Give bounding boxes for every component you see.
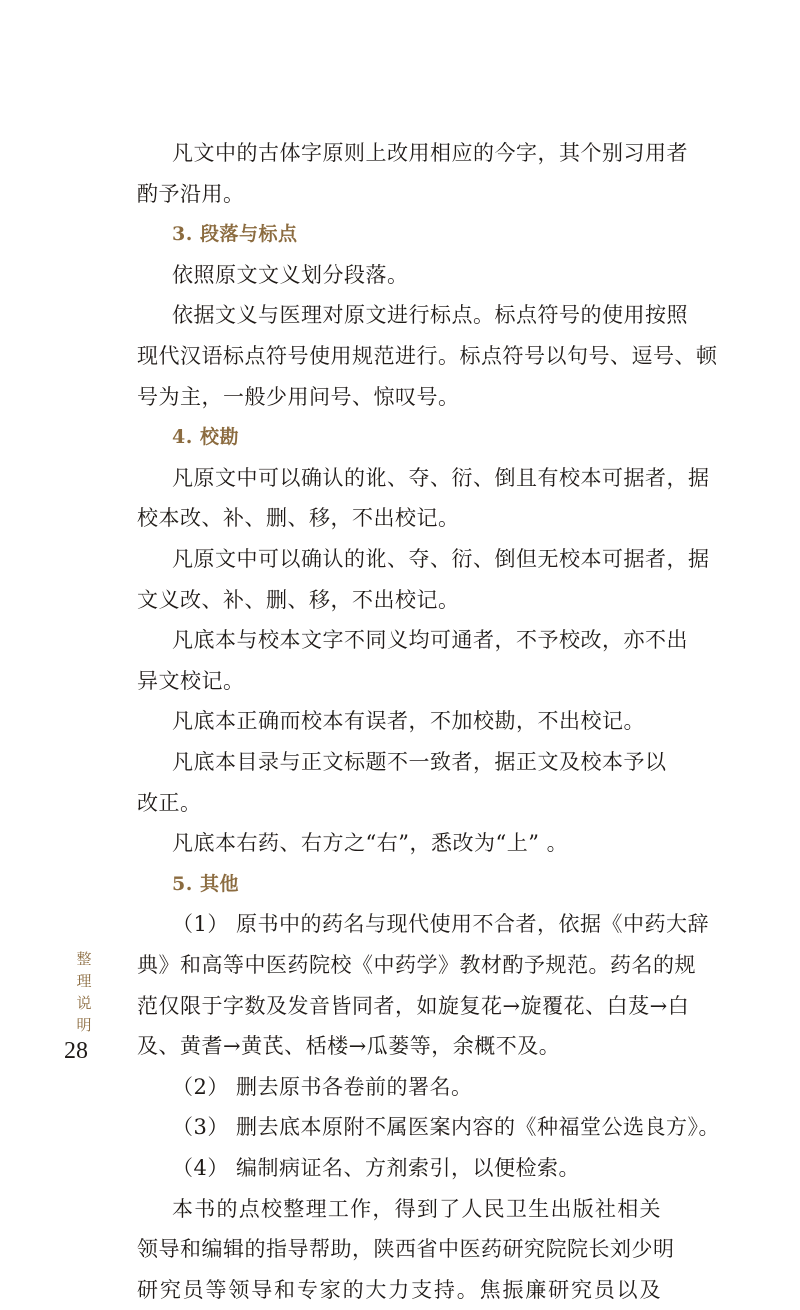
text-line: 异文校记。	[137, 668, 245, 693]
text-line: 凡底本右药、右方之“右”，悉改为“上” 。	[172, 831, 569, 856]
section-heading: 4. 校勘	[172, 426, 239, 449]
text-line: 凡底本正确而校本有误者，不加校勘，不出校记。	[172, 709, 645, 734]
text-line: 现代汉语标点符号使用规范进行。标点符号以句号、逗号、顿	[137, 344, 718, 368]
text-line: （3） 删去底本原附不属医案内容的《种福堂公选良方》。	[172, 1115, 721, 1140]
text-line: 研究员等领导和专家的大力支持。焦振廉研究员以及	[137, 1277, 661, 1302]
text-line: 范仅限于字数及发音皆同者，如旋复花→旋覆花、白芨→白	[137, 993, 690, 1018]
text-line: （2） 删去原书各卷前的署名。	[172, 1074, 473, 1099]
text-line: 文义改、补、删、移，不出校记。	[137, 587, 460, 612]
text-line: 改正。	[137, 790, 202, 815]
text-line: 凡原文中可以确认的讹、夺、衍、倒且有校本可据者，据	[172, 465, 710, 490]
section-heading: 5. 其他	[172, 872, 239, 895]
section-heading: 3. 段落与标点	[172, 223, 298, 246]
section-side-label: 整理说明	[76, 950, 92, 1034]
text-line: 凡原文中可以确认的讹、夺、衍、倒但无校本可据者，据	[172, 547, 710, 571]
text-line: 校本改、补、删、移，不出校记。	[137, 506, 460, 531]
text-line: 依照原文文义划分段落。	[172, 262, 409, 287]
text-line: 及、黄耆→黄芪、栝楼→瓜蒌等，余概不及。	[137, 1034, 561, 1059]
text-line: 领导和编辑的指导帮助，陕西省中医药研究院院长刘少明	[137, 1237, 675, 1262]
text-line: （1） 原书中的药名与现代使用不合者，依据《中药大辞	[172, 912, 710, 937]
page-number: 28	[64, 1038, 88, 1064]
text-line: 凡底本与校本文字不同义均可通者，不予校改，亦不出	[172, 628, 688, 653]
text-line: 凡底本目录与正文标题不一致者，据正文及校本予以	[172, 750, 667, 774]
text-line: 酌予沿用。	[137, 181, 245, 206]
text-line: 号为主，一般少用问号、惊叹号。	[137, 384, 460, 409]
text-line: 依据文义与医理对原文进行标点。标点符号的使用按照	[172, 303, 688, 328]
text-line: （4） 编制病证名、方剂索引，以便检索。	[172, 1156, 581, 1180]
text-line: 本书的点校整理工作，得到了人民卫生出版社相关	[172, 1196, 661, 1221]
text-line: 典》和高等中医药院校《中药学》教材酌予规范。药名的规	[137, 953, 696, 977]
text-line: 凡文中的古体字原则上改用相应的今字，其个别习用者	[172, 141, 688, 165]
